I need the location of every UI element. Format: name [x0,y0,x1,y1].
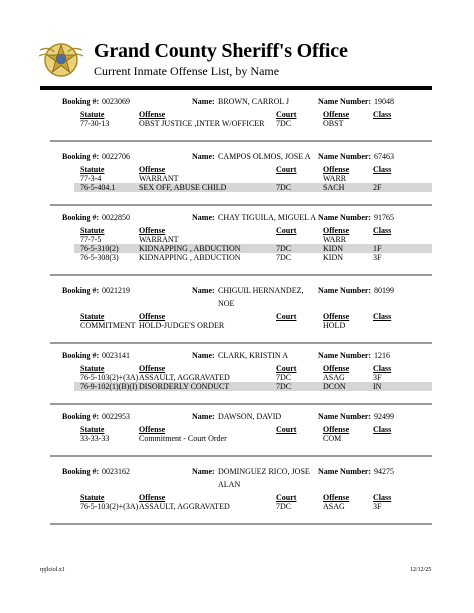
name-label: Name: [192,286,215,295]
statute-header: Statute [80,364,105,373]
offense-header: Offense [139,493,166,502]
offense-code-cell: KIDN [323,244,343,253]
offense-code-cell: ASAG [323,502,345,511]
class-header: Class [373,110,392,119]
inmate-name: CHIGUIL HERNANDEZ, [218,286,304,295]
name-label: Name: [192,412,215,421]
offense-cell: SEX OFF, ABUSE CHILD [139,183,227,192]
offense-cell: KIDNAPPING , ABDUCTION [139,244,241,253]
report-date: 12/12/25 [410,567,432,573]
statute-cell: 77-30-13 [80,119,110,128]
statute-cell: 76-5-103(2)+(3A) [80,373,139,382]
court-header: Court [276,165,297,174]
booking-label: Booking #: [62,97,100,106]
record-separator [50,342,432,344]
inmate-name: CLARK, KRISTIN A [218,351,289,360]
statute-header: Statute [80,226,105,235]
court-header: Court [276,493,297,502]
name-number: 67463 [374,152,394,161]
statute-header: Statute [80,312,105,321]
name-number-label: Name Number: [318,286,372,295]
class-cell: 1F [373,244,382,253]
booking-label: Booking #: [62,213,100,222]
statute-cell: 76-5-308(3) [80,253,119,262]
court-cell: 7DC [276,119,292,128]
class-header: Class [373,312,392,321]
statute-cell: 76-5-310(2) [80,244,119,253]
offense-code-header: Offense [323,425,350,434]
offense-code-cell: KIDN [323,253,343,262]
record-separator [50,140,432,142]
offense-header: Offense [139,165,166,174]
name-label: Name: [192,97,215,106]
statute-header: Statute [80,110,105,119]
class-header: Class [373,364,392,373]
inmate-name: BROWN, CARROL J [218,97,290,106]
offense-cell: ASSAULT, AGGRAVATED [139,502,230,511]
name-label: Name: [192,467,215,476]
record-separator [50,523,432,525]
booking-label: Booking #: [62,152,100,161]
offense-code-cell: HOLD [323,321,346,330]
offense-code-cell: OBST [323,119,344,128]
page-title: Grand County Sheriff's Office [94,40,348,62]
court-header: Court [276,110,297,119]
statute-cell: 77-7-5 [80,235,102,244]
offense-code-header: Offense [323,364,350,373]
court-header: Court [276,425,297,434]
offense-cell: Commitment - Court Order [139,434,227,443]
class-cell: 2F [373,183,382,192]
inmate-name: CAMPOS OLMOS, JOSE A [218,152,311,161]
offense-code-cell: WARR [323,235,347,244]
booking-label: Booking #: [62,286,100,295]
court-cell: 7DC [276,382,292,391]
sheriff-badge-logo [38,40,84,80]
offense-header: Offense [139,364,166,373]
report-id: rpjlciol.x1 [40,567,65,573]
booking-number: 0022706 [102,152,130,161]
offense-cell: WARRANT [139,235,179,244]
offense-cell: WARRANT [139,174,179,183]
court-cell: 7DC [276,253,292,262]
statute-header: Statute [80,493,105,502]
offense-cell: HOLD-JUDGE'S ORDER [139,321,225,330]
offense-code-header: Offense [323,493,350,502]
offense-cell: KIDNAPPING , ABDUCTION [139,253,241,262]
court-header: Court [276,312,297,321]
offense-header: Offense [139,312,166,321]
record-separator [50,403,432,405]
offense-header: Offense [139,226,166,235]
booking-number: 0023162 [102,467,130,476]
booking-number: 0022850 [102,213,130,222]
name-label: Name: [192,213,215,222]
court-header: Court [276,226,297,235]
offense-row [74,174,432,183]
court-header: Court [276,364,297,373]
class-header: Class [373,493,392,502]
statute-cell: 76-9-102(1)(B)(I) [80,382,138,391]
booking-number: 0022953 [102,412,130,421]
offense-code-header: Offense [323,110,350,119]
class-header: Class [373,425,392,434]
offense-cell: OBST JUSTICE ,INTER W/OFFICER [139,119,265,128]
offense-code-cell: ASAG [323,373,345,382]
offense-cell: DISORDERLY CONDUCT [139,382,230,391]
name-number: 19048 [374,97,394,106]
name-number-label: Name Number: [318,467,372,476]
statute-cell: 77-3-4 [80,174,102,183]
offense-code-cell: SACH [323,183,345,192]
booking-label: Booking #: [62,412,100,421]
name-label: Name: [192,152,215,161]
court-cell: 7DC [276,183,292,192]
name-number: 80199 [374,286,394,295]
booking-number: 0023141 [102,351,130,360]
class-header: Class [373,165,392,174]
record-separator [50,455,432,457]
statute-cell: 76-5-404.1 [80,183,116,192]
offense-code-header: Offense [323,226,350,235]
booking-number: 0021219 [102,286,130,295]
offense-header: Offense [139,110,166,119]
inmate-name-continued: NOE [218,299,235,308]
offense-header: Offense [139,425,166,434]
offense-code-header: Offense [323,312,350,321]
inmate-name-continued: ALAN [218,480,241,489]
class-cell: 3F [373,502,382,511]
court-cell: 7DC [276,373,292,382]
offense-row [74,235,432,244]
booking-label: Booking #: [62,467,100,476]
offense-code-cell: COM [323,434,342,443]
booking-number: 0023069 [102,97,130,106]
court-cell: 7DC [276,244,292,253]
class-cell: IN [373,382,382,391]
class-cell: 3F [373,373,382,382]
offense-cell: ASSAULT, AGGRAVATED [139,373,230,382]
record-separator [50,274,432,276]
offense-code-header: Offense [323,165,350,174]
statute-cell: COMMITMENT [80,321,136,330]
page-subtitle: Current Inmate Offense List, by Name [94,64,280,78]
name-number: 94275 [374,467,394,476]
record-separator [50,204,432,206]
statute-cell: 76-5-103(2)+(3A) [80,502,139,511]
name-number-label: Name Number: [318,412,372,421]
name-number: 91765 [374,213,394,222]
header-rule [40,86,432,90]
class-header: Class [373,226,392,235]
class-cell: 3F [373,253,382,262]
offense-row [74,434,432,443]
name-number-label: Name Number: [318,351,372,360]
name-number: 92499 [374,412,394,421]
name-number-label: Name Number: [318,152,372,161]
name-number-label: Name Number: [318,97,372,106]
name-number: 1216 [374,351,390,360]
name-label: Name: [192,351,215,360]
inmate-name: CHAY TIGUILA, MIGUEL A [218,213,317,222]
court-cell: 7DC [276,502,292,511]
booking-label: Booking #: [62,351,100,360]
statute-cell: 33-33-33 [80,434,110,443]
name-number-label: Name Number: [318,213,372,222]
statute-header: Statute [80,425,105,434]
statute-header: Statute [80,165,105,174]
inmate-name: DAWSON, DAVID [218,412,282,421]
offense-code-cell: WARR [323,174,347,183]
offense-code-cell: DCON [323,382,346,391]
inmate-name: DOMINGUEZ RICO, JOSE [218,467,310,476]
